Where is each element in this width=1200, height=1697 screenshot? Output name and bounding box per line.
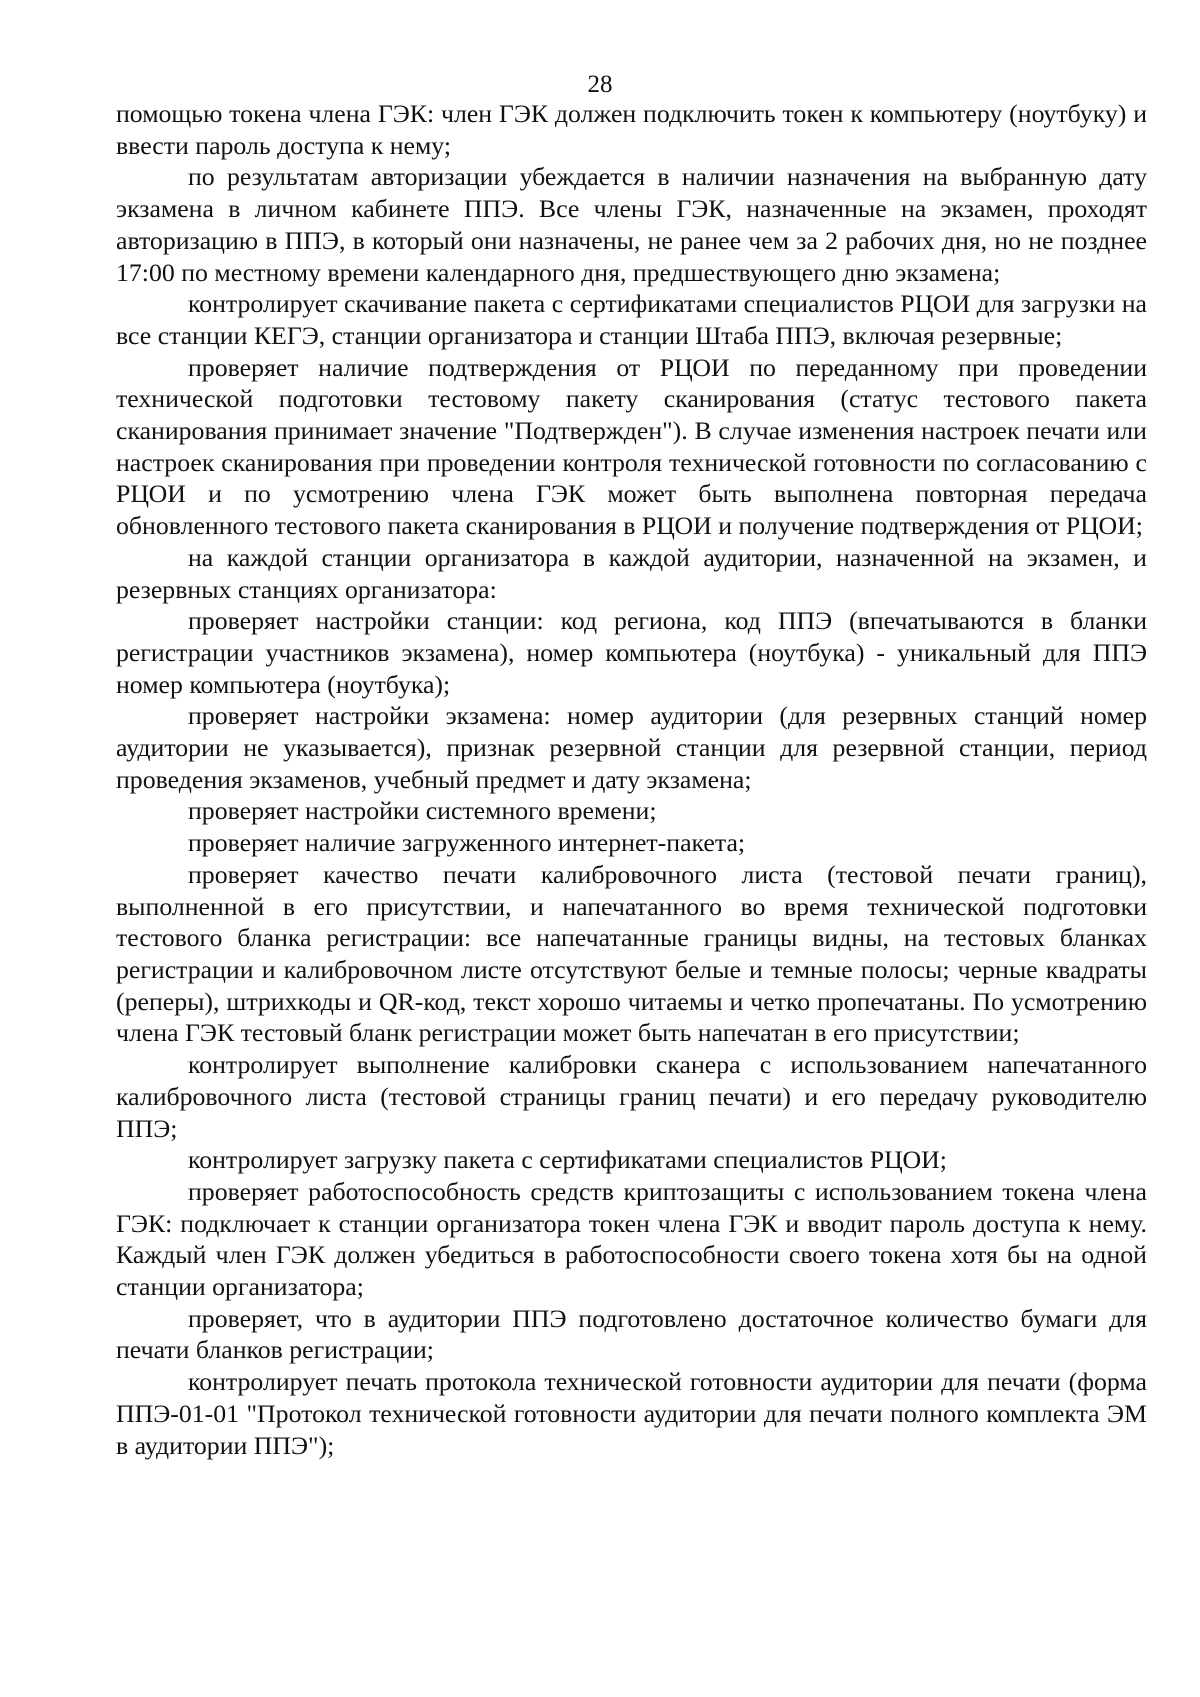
paragraph-2: по результатам авторизации убеждается в наличии назначения на выбранную дату экзамена в личном кабинете ППЭ. Все члены ГЭК, назначенные на экзамен, проходят авторизацию в ППЭ, в который они назначены, не ранее чем за 2 рабочих дня, но не позднее 17:00 по местному времени календарного дня, предшествующего дню экзамена;: [116, 162, 1147, 287]
paragraph-11: контролирует выполнение калибровки сканера с использованием напечатанного калибровочного листа (тестовой страницы границ печати) и его передачу руководителю ППЭ;: [116, 1050, 1147, 1143]
paragraph-3: контролирует скачивание пакета с сертификатами специалистов РЦОИ для загрузки на все станции КЕГЭ, станции организатора и станции Штаба ППЭ, включая резервные;: [116, 289, 1147, 350]
paragraph-4: проверяет наличие подтверждения от РЦОИ по переданному при проведении технической подготовки тестовому пакету сканирования (статус тестового пакета сканирования принимает значение "Подтвержден"). В случае изменения настроек печати или настроек сканирования при проведении контроля технической готовности по согласованию с РЦОИ и по усмотрению члена ГЭК может быть выполнена повторная передача обновленного тестового пакета сканирования в РЦОИ и получение подтверждения от РЦОИ;: [116, 352, 1147, 541]
paragraph-7: проверяет настройки экзамена: номер аудитории (для резервных станций номер аудитории не указывается), признак резервной станции для резервной станции, период проведения экзаменов, учебный предмет и дату экзамена;: [116, 701, 1147, 794]
paragraph-9: проверяет наличие загруженного интернет-пакета;: [188, 828, 746, 858]
paragraph-5: на каждой станции организатора в каждой аудитории, назначенной на экзамен, и резервных станциях организатора:: [116, 542, 1147, 604]
paragraph-8: проверяет настройки системного времени;: [188, 796, 657, 826]
paragraph-6: проверяет настройки станции: код региона, код ППЭ (впечатываются в бланки регистрации участников экзамена), номер компьютера (ноутбука) - уникальный для ППЭ номер компьютера (ноутбука);: [116, 606, 1147, 699]
paragraph-14: проверяет, что в аудитории ППЭ подготовлено достаточное количество бумаги для печати бланков регистрации;: [116, 1303, 1147, 1365]
paragraph-10: проверяет качество печати калибровочного листа (тестовой печати границ), выполненной в его присутствии, и напечатанного во время технической подготовки тестового бланка регистрации: все напечатанные границы видны, на тестовых бланках регистрации и калибровочном листе отсутствуют белые и темные полосы; черные квадраты (реперы), штрихкоды и QR-код, текст хорошо читаемы и четко пропечатаны. По усмотрению члена ГЭК тестовый бланк регистрации может быть напечатан в его присутствии;: [116, 859, 1147, 1048]
paragraph-15: контролирует печать протокола технической готовности аудитории для печати (форма ППЭ-01-01 "Протокол технической готовности аудитории для печати полного комплекта ЭМ в аудитории ППЭ");: [116, 1367, 1147, 1460]
paragraph-1: помощью токена члена ГЭК: член ГЭК должен подключить токен к компьютеру (ноутбуку) и ввести пароль доступа к нему;: [116, 99, 1147, 160]
paragraph-13: проверяет работоспособность средств криптозащиты с использованием токена члена ГЭК: подключает к станции организатора токен члена ГЭК и вводит пароль доступа к нему. Каждый член ГЭК должен убедиться в работоспособности своего токена хотя бы на одной станции организатора;: [116, 1176, 1147, 1302]
paragraph-12: контролирует загрузку пакета с сертификатами специалистов РЦОИ;: [188, 1145, 947, 1175]
document-body: [116, 98, 1147, 1461]
page-number: 28: [587, 71, 613, 98]
